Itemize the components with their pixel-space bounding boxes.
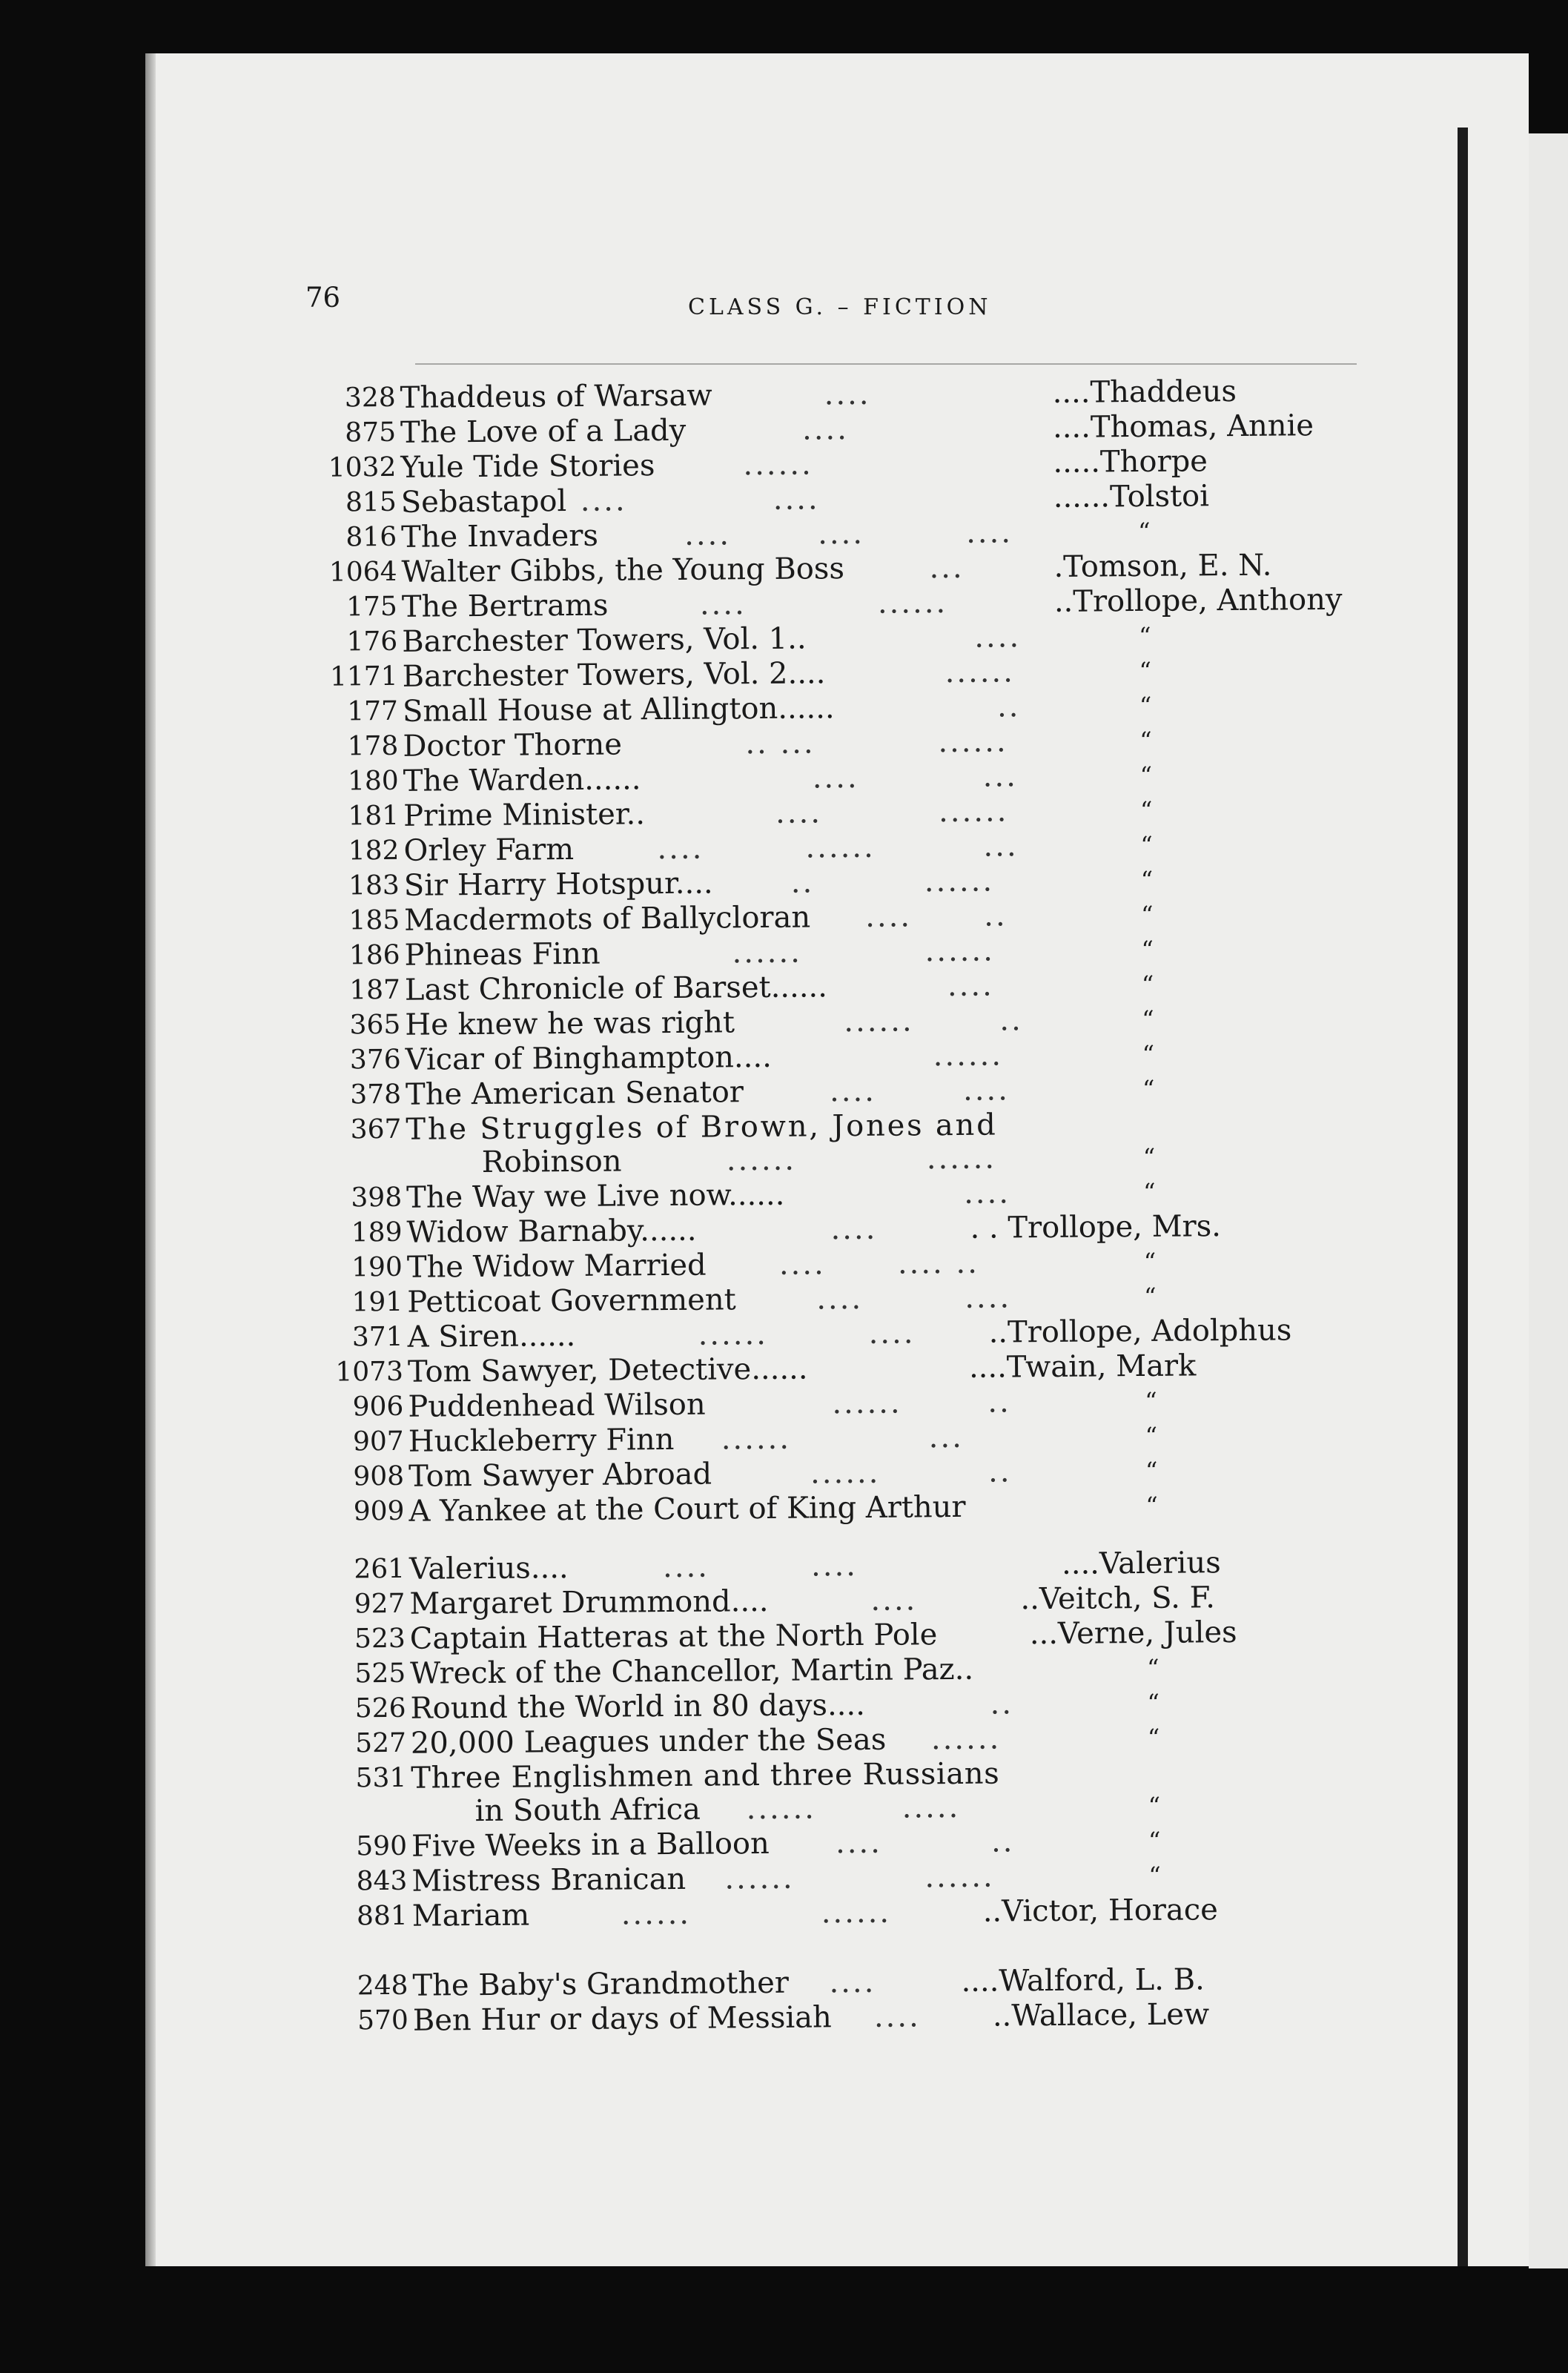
dot-leader: ... [983, 758, 1019, 794]
entry-title: Widow Barnaby...... [406, 1213, 696, 1251]
dot-leader: .... [870, 1582, 917, 1618]
entry-title: Mariam [412, 1898, 530, 1934]
entry-number: 181 [301, 798, 399, 835]
ditto-mark: “ [1143, 1139, 1156, 1175]
entry-number: 248 [310, 1968, 408, 2005]
dot-leader: ... [929, 550, 965, 586]
entry-number: 328 [297, 380, 395, 417]
dot-leader: .... [811, 1548, 858, 1583]
dot-leader: .... [779, 1246, 826, 1282]
entry-title: Orley Farm [403, 832, 574, 869]
dot-leader: ...... [721, 1421, 792, 1457]
entry-author: ...Verne, Jules [1030, 1615, 1237, 1652]
entry-author: ..Trollope, Anthony [1054, 582, 1343, 620]
dot-leader: .... [684, 517, 731, 552]
dot-leader: .... [966, 514, 1013, 550]
entry-title: The Warden...... [403, 761, 641, 799]
entry-title: Wreck of the Chancellor, Martin Paz.. [410, 1652, 973, 1692]
dot-leader: .... [775, 795, 822, 830]
entry-title: Captain Hatteras at the North Pole [410, 1617, 938, 1657]
dot-leader: ...... [938, 724, 1008, 760]
ditto-mark: “ [1148, 1788, 1160, 1824]
dot-leader: .... [813, 760, 859, 795]
dot-leader: .... [580, 483, 627, 518]
entry-number: 908 [306, 1459, 404, 1495]
entry-title: Last Chronicle of Barset...... [405, 969, 827, 1007]
entry-number: 371 [305, 1320, 403, 1356]
entry-title: Yule Tide Stories [400, 448, 655, 486]
entry-title: Sir Harry Hotspur.... [404, 866, 713, 904]
entry-title: The Love of a Lady [400, 413, 687, 451]
dot-leader: ...... [924, 1859, 995, 1896]
entry-number: 185 [302, 903, 400, 939]
entry-title: The Struggles of Brown, Jones and [406, 1108, 998, 1148]
entry-number: 907 [306, 1424, 404, 1460]
entry-number: 180 [301, 764, 399, 800]
dot-leader: ...... [939, 793, 1009, 830]
dot-leader: .... [657, 831, 704, 867]
dot-leader: .... [700, 586, 747, 622]
entry-number: 523 [308, 1621, 406, 1658]
entry-number: 1064 [299, 555, 397, 591]
ditto-mark: “ [1139, 618, 1151, 654]
entry-title: The American Senator [406, 1074, 744, 1113]
entry-number: 190 [305, 1250, 403, 1286]
dot-leader: .. [988, 1454, 1012, 1489]
entry-title: The Invaders [401, 518, 598, 555]
entry-author: .Tomson, E. N. [1053, 548, 1271, 585]
entry-title: Huckleberry Finn [408, 1422, 675, 1460]
entry-title: Barchester Towers, Vol. 2.... [402, 655, 825, 694]
ditto-mark: “ [1141, 897, 1154, 933]
entry-number: 178 [300, 729, 398, 765]
entry-author: ..Wallace, Lew [993, 1996, 1210, 2033]
dot-leader: ...... [931, 1721, 1002, 1758]
page-number: 76 [305, 283, 340, 313]
entry-number: 176 [300, 624, 397, 661]
entry-number: 186 [302, 938, 400, 974]
dot-leader: .. [988, 1384, 1011, 1420]
dot-leader: ...... [732, 935, 802, 971]
entry-number: 906 [305, 1389, 403, 1426]
entry-title: Margaret Drummond.... [409, 1583, 768, 1622]
entry-title: Phineas Finn [404, 936, 600, 973]
entry-title: Tom Sawyer Abroad [408, 1457, 712, 1495]
dot-leader: .... [874, 1999, 921, 2034]
dot-leader: .... [868, 1315, 915, 1351]
entry-number: 367 [303, 1112, 401, 1148]
dot-leader: ...... [743, 446, 813, 483]
dot-leader: .... [865, 898, 912, 934]
entry-title: A Yankee at the Court of King Arthur [408, 1489, 965, 1529]
entry-title: He knew he was right [405, 1005, 735, 1042]
ditto-mark: “ [1144, 1244, 1157, 1280]
entry-number: 527 [308, 1726, 406, 1762]
entry-number: 182 [301, 833, 399, 870]
entry-title: Valerius.... [409, 1550, 569, 1587]
entry-title: The Widow Married [407, 1248, 707, 1285]
dot-leader: ...... [727, 1142, 797, 1179]
entry-title: Round the World in 80 days.... [410, 1687, 865, 1727]
entry-author: ....Walford, L. B. [961, 1962, 1205, 1999]
entry-number: 881 [310, 1899, 408, 1935]
entry-number: 365 [302, 1007, 400, 1044]
entry-title: Petticoat Government [407, 1282, 736, 1320]
entry-number: 175 [300, 589, 397, 626]
dot-leader: ... [983, 828, 1019, 864]
ditto-mark: “ [1148, 1823, 1161, 1859]
dot-leader: ... [929, 1420, 965, 1455]
dot-leader: .... [830, 1211, 877, 1247]
dot-leader: .. [984, 898, 1008, 933]
dot-leader: .. [999, 1002, 1023, 1038]
ditto-mark: “ [1142, 1002, 1154, 1037]
dot-leader: ...... [698, 1317, 768, 1353]
entry-author: . . Trollope, Mrs. [970, 1208, 1221, 1246]
ditto-mark: “ [1143, 1174, 1156, 1210]
dot-leader: .... [818, 516, 864, 552]
dot-leader: .... [663, 1549, 709, 1585]
entry-author: .....Thorpe [1053, 443, 1208, 480]
dot-leader: .. [990, 1686, 1013, 1721]
entry-title: Puddenhead Wilson [408, 1387, 706, 1425]
dot-leader: .... [974, 619, 1021, 655]
dot-leader: ...... [805, 830, 876, 866]
entry-title: Five Weeks in a Balloon [411, 1826, 770, 1864]
entry-title: A Siren...... [407, 1318, 575, 1355]
dot-leader: ...... [621, 1896, 692, 1933]
entry-title: The Baby's Grandmother [412, 1965, 789, 2004]
entry-number: 261 [307, 1552, 405, 1588]
ditto-mark: “ [1145, 1453, 1158, 1489]
entry-title: Vicar of Binghampton.... [405, 1039, 772, 1078]
ditto-mark: “ [1147, 1650, 1160, 1686]
entry-number: 590 [309, 1829, 407, 1865]
dot-leader: .... [829, 1965, 876, 2000]
dot-leader: ...... [746, 1790, 816, 1827]
entry-title: Thaddeus of Warsaw [400, 378, 712, 416]
ditto-mark: “ [1139, 653, 1151, 689]
ditto-mark: “ [1142, 967, 1154, 1002]
dot-leader: ...... [844, 1003, 914, 1039]
entry-number: 816 [299, 520, 397, 556]
ditto-mark: “ [1140, 758, 1153, 793]
entry-title: Mistress Branican [411, 1861, 686, 1899]
entry-number: 526 [308, 1691, 406, 1727]
dot-leader: .... [836, 1825, 882, 1861]
entry-title: Ben Hur or days of Messiah [413, 1999, 832, 2038]
entry-number: 1032 [298, 450, 396, 486]
ditto-mark: “ [1138, 514, 1151, 549]
entry-author: ....Twain, Mark [969, 1348, 1197, 1385]
entry-author: ....Valerius [1062, 1545, 1221, 1582]
entry-number: 815 [299, 485, 397, 521]
ditto-mark: “ [1145, 1383, 1157, 1419]
ditto-mark: “ [1145, 1488, 1158, 1523]
dot-leader: .... [963, 1072, 1010, 1108]
entry-number: 1073 [305, 1354, 403, 1391]
entry-title: The Way we Live now...... [406, 1177, 785, 1216]
entry-number: 376 [302, 1042, 400, 1079]
ditto-mark: “ [1148, 1720, 1160, 1755]
entry-author: ......Tolstoi [1053, 478, 1210, 515]
dot-leader: .... [947, 968, 994, 1004]
dot-leader: ...... [927, 1141, 997, 1177]
ditto-mark: “ [1141, 862, 1154, 898]
entry-title: Three Englishmen and three Russians [411, 1756, 999, 1796]
dot-leader: .. ... [745, 725, 816, 761]
entry-number: 927 [307, 1586, 405, 1623]
dot-leader: .... [830, 1073, 876, 1109]
entry-title: Macdermots of Ballycloran [404, 900, 810, 939]
dot-leader: .... [773, 481, 820, 517]
dot-leader: .... [802, 411, 849, 447]
dot-leader: ...... [924, 933, 995, 970]
entry-number: 525 [308, 1656, 406, 1692]
entry-number: 189 [304, 1215, 402, 1251]
ditto-mark: “ [1139, 688, 1152, 724]
dot-leader: ...... [832, 1386, 902, 1422]
entry-title: Barchester Towers, Vol. 1.. [402, 621, 807, 660]
ditto-mark: “ [1139, 723, 1152, 758]
dot-leader: .... .. [898, 1245, 979, 1282]
entry-number: 570 [311, 2003, 408, 2039]
entry-title: Doctor Thorne [403, 727, 622, 764]
dot-leader: ...... [933, 1037, 1003, 1073]
ditto-mark: “ [1142, 1036, 1154, 1072]
entry-title: 20,000 Leagues under the Seas [411, 1722, 887, 1761]
entry-title: Walter Gibbs, the Young Boss [401, 551, 844, 590]
ditto-mark: “ [1140, 827, 1153, 863]
dot-leader: ...... [810, 1455, 881, 1492]
entry-number: 177 [300, 694, 398, 730]
entry-number: 843 [309, 1864, 407, 1900]
ditto-mark: “ [1142, 1071, 1155, 1107]
dot-leader: .. [791, 864, 815, 900]
dot-leader: .. [991, 1824, 1015, 1859]
entry-title: Prime Minister.. [403, 796, 645, 834]
dot-leader: .... [824, 377, 870, 412]
entry-number: 531 [308, 1761, 406, 1797]
ditto-mark: “ [1140, 792, 1153, 828]
dot-leader: .... [964, 1175, 1010, 1211]
entry-number: 378 [303, 1077, 401, 1113]
ditto-mark: “ [1147, 1685, 1160, 1721]
entry-author: ....Thomas, Annie [1053, 408, 1314, 446]
entry-author: ..Victor, Horace [983, 1892, 1219, 1929]
dot-leader: .... [816, 1281, 863, 1317]
dot-leader: ...... [945, 654, 1015, 690]
entry-title: Robinson [482, 1144, 622, 1180]
page-heading: CLASS G. – FICTION [688, 295, 991, 320]
dot-leader: ...... [724, 1861, 795, 1897]
dot-leader: ...... [821, 1895, 892, 1931]
entry-author: ..Trollope, Adolphus [988, 1312, 1291, 1350]
ditto-mark: “ [1144, 1279, 1157, 1314]
dot-leader: ..... [902, 1790, 960, 1826]
entry-title: Small House at Allington...... [403, 690, 835, 729]
entry-number: 183 [302, 868, 400, 904]
dot-leader: .... [965, 1280, 1011, 1315]
entry-title: The Bertrams [402, 588, 609, 625]
ditto-mark: “ [1148, 1858, 1161, 1893]
entry-number: 191 [305, 1285, 403, 1321]
dot-leader: ...... [878, 585, 948, 621]
ditto-mark: “ [1141, 932, 1154, 967]
dot-leader: ...... [924, 864, 995, 900]
entry-title: Tom Sawyer, Detective...... [408, 1351, 808, 1390]
dot-leader: .. [997, 689, 1021, 724]
entry-number: 909 [306, 1494, 404, 1530]
ditto-mark: “ [1145, 1418, 1158, 1454]
entry-number: 398 [304, 1180, 402, 1217]
entry-title: in South Africa [474, 1792, 701, 1829]
entry-number: 187 [302, 973, 400, 1009]
entry-author: ..Veitch, S. F. [1020, 1580, 1215, 1617]
entry-number: 1171 [300, 659, 397, 695]
entry-title: Sebastapol [401, 483, 567, 520]
entry-author: ....Thaddeus [1052, 374, 1237, 411]
entry-number: 875 [298, 415, 396, 451]
